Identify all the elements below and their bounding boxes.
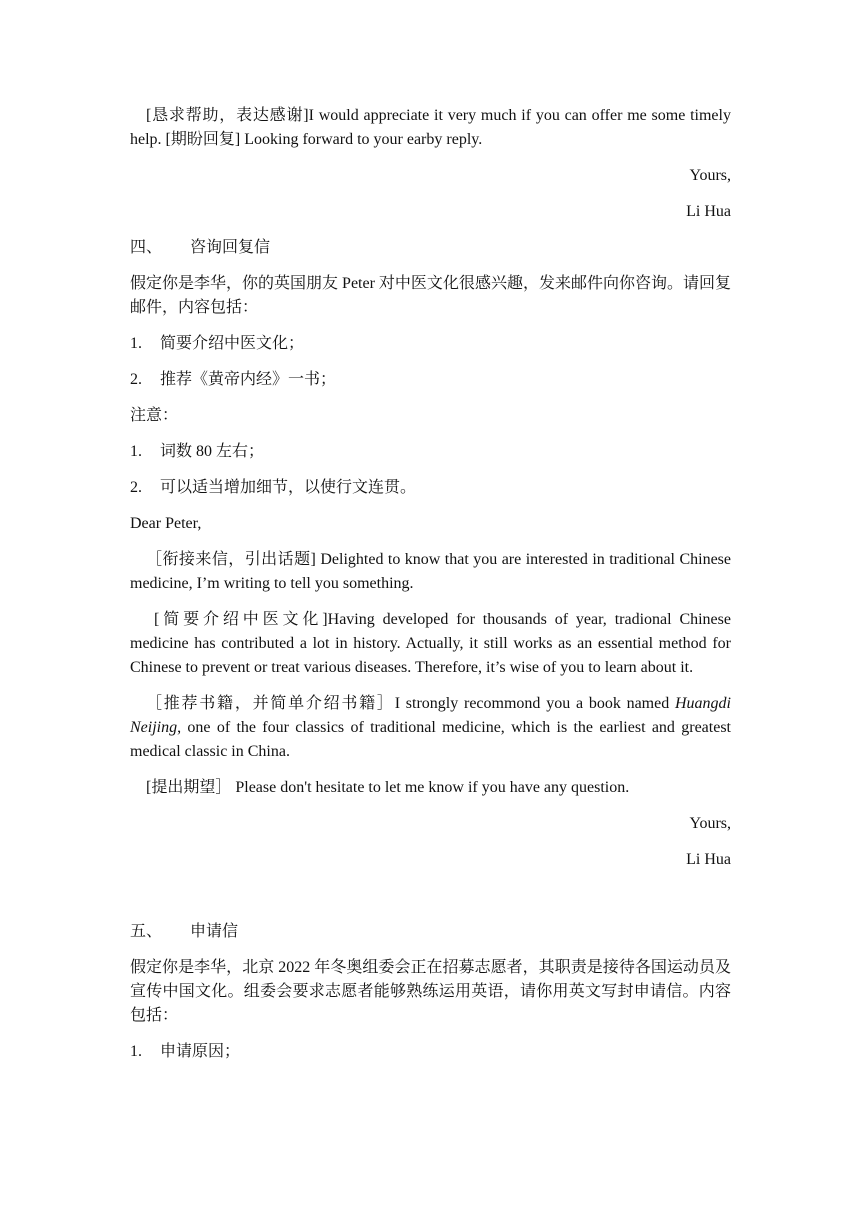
- letter-greeting: Dear Peter,: [130, 515, 202, 532]
- list-item: [130, 332, 731, 356]
- paragraph-tag: ［推荐书籍，并简单介绍书籍］: [146, 695, 395, 712]
- letter-paragraph: [130, 692, 731, 764]
- paragraph-tag: ［衔接来信，引出话题]: [146, 551, 316, 568]
- appreciation-paragraph: [130, 104, 731, 152]
- closing: Yours,: [689, 815, 731, 832]
- list-text: 可以适当增加细节，以使行文连贯。: [160, 479, 417, 496]
- list-number: 1.: [130, 1043, 142, 1060]
- paragraph-text: , one of the four classics of traditional medicine, which is the earliest and greatest medical classic in China.: [130, 719, 731, 760]
- note-item: [130, 476, 731, 500]
- paragraph-tag: [恳求帮助，表达感谢]: [146, 107, 309, 124]
- letter-paragraph: [130, 548, 731, 596]
- list-text: 简要介绍中医文化；: [160, 335, 305, 352]
- paragraph-text: Please don't hesitate to let me know if you have any question.: [231, 779, 630, 796]
- section-heading: [130, 920, 731, 944]
- section-number: 四、: [130, 239, 163, 256]
- letter-paragraph: [130, 608, 731, 680]
- section-title: 申请信: [190, 923, 239, 940]
- list-text: 推荐《黄帝内经》一书；: [160, 371, 337, 388]
- task-prompt: 假定你是李华，你的英国朋友 Peter 对中医文化很感兴趣，发来邮件向你咨询。请回复邮件，内容包括：: [130, 275, 731, 316]
- list-number: 1.: [130, 443, 142, 460]
- document-content: [130, 104, 731, 1064]
- section-heading: [130, 236, 731, 260]
- paragraph-tag: [期盼回复]: [165, 131, 241, 148]
- note-label: 注意：: [130, 407, 179, 424]
- paragraph-tag: [简要介绍中医文化]: [154, 611, 328, 628]
- paragraph-text: I would appreciate it very much if you can offer me some timely help.: [130, 107, 731, 148]
- closing: Yours,: [689, 167, 731, 184]
- book-title: Huangdi Neijing: [130, 695, 731, 736]
- list-text: 词数 80 左右；: [160, 443, 265, 460]
- list-item: [130, 368, 731, 392]
- section-number: 五、: [130, 923, 163, 940]
- list-item: [130, 1040, 731, 1064]
- list-number: 2.: [130, 371, 142, 388]
- list-text: 申请原因；: [160, 1043, 241, 1060]
- letter-paragraph: [130, 776, 731, 800]
- paragraph-text: Having developed for thousands of year, tradional Chinese medicine has contributed a lot in history. Actually, it still works as an essential method for Chinese to prevent or treat various diseases. Therefore, it’s wise of you to learn about it.: [130, 611, 731, 676]
- paragraph-text: Looking forward to your earby reply.: [240, 131, 483, 148]
- note-item: [130, 440, 731, 464]
- section-title: 咨询回复信: [190, 239, 271, 256]
- list-number: 1.: [130, 335, 142, 352]
- signature: Li Hua: [686, 851, 731, 868]
- task-prompt: 假定你是李华，北京 2022 年冬奥组委会正在招募志愿者，其职责是接待各国运动员及宣传中国文化。组委会要求志愿者能够熟练运用英语，请你用英文写封申请信。内容包括：: [130, 959, 731, 1024]
- paragraph-text: Delighted to know that you are interested in traditional Chinese medicine, I’m writing to tell you something.: [130, 551, 732, 592]
- list-number: 2.: [130, 479, 142, 496]
- signature: Li Hua: [686, 203, 731, 220]
- paragraph-text: I strongly recommond you a book named: [394, 695, 675, 712]
- paragraph-tag: [提出期望］: [146, 779, 232, 796]
